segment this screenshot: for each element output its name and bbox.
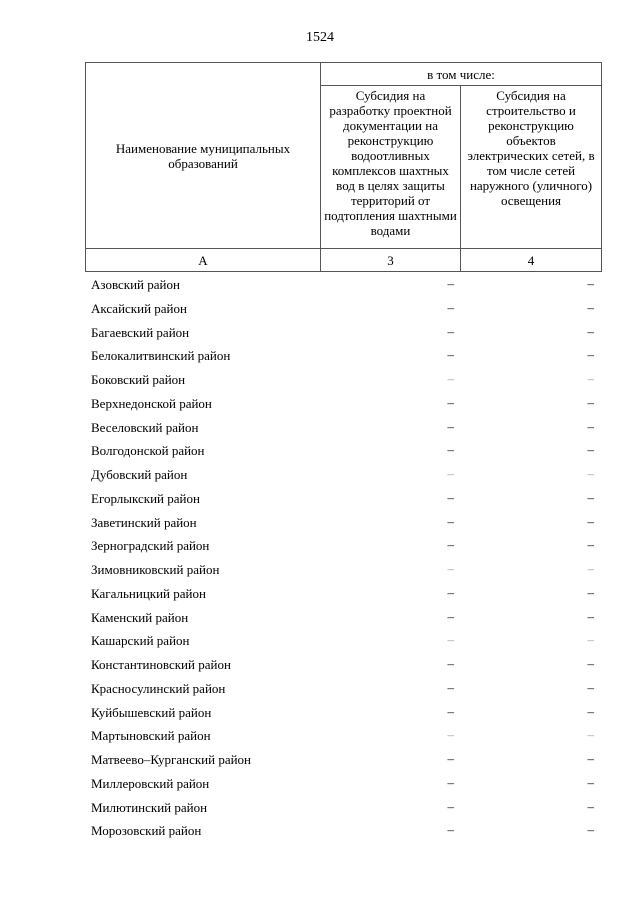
municipality-name: Багаевский район [91, 324, 190, 340]
table-row [0, 369, 640, 393]
column-3-value: – [447, 751, 454, 766]
column-3-value: – [447, 489, 454, 505]
municipality-name: Боковский район [91, 372, 186, 387]
column-3-value: – [447, 537, 454, 553]
table-body [0, 274, 640, 844]
municipality-name: Заветинский район [91, 514, 197, 530]
column-4-value: – [587, 561, 594, 576]
municipality-name: Константиновский район [91, 657, 231, 672]
municipality-name: Верхнедонской район [91, 395, 212, 411]
column-4-value: – [587, 774, 594, 790]
column-4-value: – [587, 442, 594, 458]
column-name-title: Наименование муниципальных образований [115, 140, 291, 171]
municipality-name: Веселовский район [91, 419, 199, 435]
municipality-name: Азовский район [91, 277, 180, 292]
column-3-value: – [447, 798, 454, 814]
column-3-value: – [447, 727, 454, 743]
column-4-value: – [587, 632, 594, 648]
table-row [0, 630, 640, 654]
column-3-value: – [447, 584, 454, 600]
column-3-value: – [447, 299, 454, 315]
column-name-header [86, 63, 321, 249]
column-4-value: – [587, 822, 594, 838]
municipality-name: Зерноградский район [91, 538, 210, 554]
column-3-value: – [447, 608, 454, 624]
table-row [0, 440, 640, 464]
column-3-value: – [447, 822, 454, 838]
column-3-value: – [447, 371, 454, 386]
column-index-4: 4 [461, 249, 602, 272]
column-4-value: – [587, 513, 594, 529]
column-3-value: – [447, 418, 454, 434]
municipality-name: Милютинский район [91, 799, 208, 815]
table-row [0, 749, 640, 773]
column-4-value: – [587, 679, 594, 695]
column-4-value: – [587, 537, 594, 553]
municipality-name: Матвеево–Курганский район [91, 752, 252, 767]
municipality-name: Аксайский район [91, 300, 187, 316]
table-row [0, 274, 640, 298]
table-row [0, 393, 640, 417]
column-4-value: – [587, 751, 594, 766]
column-3-value: – [447, 513, 454, 529]
table-row [0, 797, 640, 821]
table-row [0, 535, 640, 559]
municipality-name: Зимовниковский район [91, 562, 220, 577]
column-4-value: – [587, 656, 594, 671]
column-4-value: – [587, 727, 594, 743]
column-4-value: – [587, 584, 594, 600]
column-4-value: – [587, 418, 594, 434]
column-4-value: – [587, 489, 594, 505]
column-3-header [321, 86, 461, 249]
municipality-name: Волгодонской район [91, 443, 205, 459]
column-3-value: – [447, 466, 454, 481]
table-row [0, 559, 640, 583]
table-row [0, 583, 640, 607]
column-3-value: – [447, 632, 454, 648]
column-4-value: – [587, 466, 594, 481]
municipality-name: Кашарский район [91, 633, 190, 649]
column-3-value: – [447, 656, 454, 671]
column-3-value: – [447, 679, 454, 695]
column-4-value: – [587, 299, 594, 315]
column-4-value: – [587, 703, 594, 719]
column-4-header [461, 86, 602, 249]
column-4-title: Субсидия на строительство и реконструкцию объектов электрических сетей, в том числе сетей наружного (уличного) освещения [467, 88, 595, 208]
column-4-value: – [587, 276, 594, 291]
table-header [85, 62, 602, 272]
municipality-name: Мартыновский район [91, 728, 211, 744]
municipality-name: Каменский район [91, 609, 189, 625]
column-4-value: – [587, 371, 594, 386]
table-row [0, 322, 640, 346]
municipality-name: Морозовский район [91, 823, 202, 839]
table-row [0, 773, 640, 797]
municipality-name: Миллеровский район [91, 775, 210, 791]
table-row [0, 654, 640, 678]
column-3-title: Субсидия на разработку проектной документации на реконструкцию водоотливных комплексов шахтных вод в целях защиты территорий от подтопления шахтными водами [324, 88, 457, 238]
column-3-value: – [447, 323, 454, 339]
table-row [0, 607, 640, 631]
table-row [0, 725, 640, 749]
column-3-value: – [447, 276, 454, 291]
column-4-value: – [587, 323, 594, 339]
municipality-name: Дубовский район [91, 467, 188, 482]
table-row [0, 417, 640, 441]
municipality-name: Красносулинский район [91, 680, 226, 696]
column-4-value: – [587, 798, 594, 814]
column-3-value: – [447, 774, 454, 790]
municipality-name: Белокалитвинский район [91, 348, 231, 364]
table-row [0, 464, 640, 488]
column-3-value: – [447, 561, 454, 576]
page-number: 1524 [306, 30, 334, 45]
column-4-value: – [587, 347, 594, 363]
table-row [0, 488, 640, 512]
column-3-value: – [447, 703, 454, 719]
column-4-value: – [587, 608, 594, 624]
table-row [0, 512, 640, 536]
column-3-value: – [447, 394, 454, 410]
table-row [0, 702, 640, 726]
column-4-value: – [587, 394, 594, 410]
table-row [0, 820, 640, 844]
column-index-3: 3 [321, 249, 461, 272]
municipality-name: Егорлыкский район [91, 490, 200, 506]
table-row [0, 345, 640, 369]
table-row [0, 298, 640, 322]
table-row [0, 678, 640, 702]
group-header: в том числе: [321, 63, 602, 86]
column-index-a: А [86, 249, 321, 272]
municipality-name: Кагальницкий район [91, 585, 206, 601]
municipality-name: Куйбышевский район [91, 704, 212, 720]
column-3-value: – [447, 347, 454, 363]
column-3-value: – [447, 442, 454, 458]
